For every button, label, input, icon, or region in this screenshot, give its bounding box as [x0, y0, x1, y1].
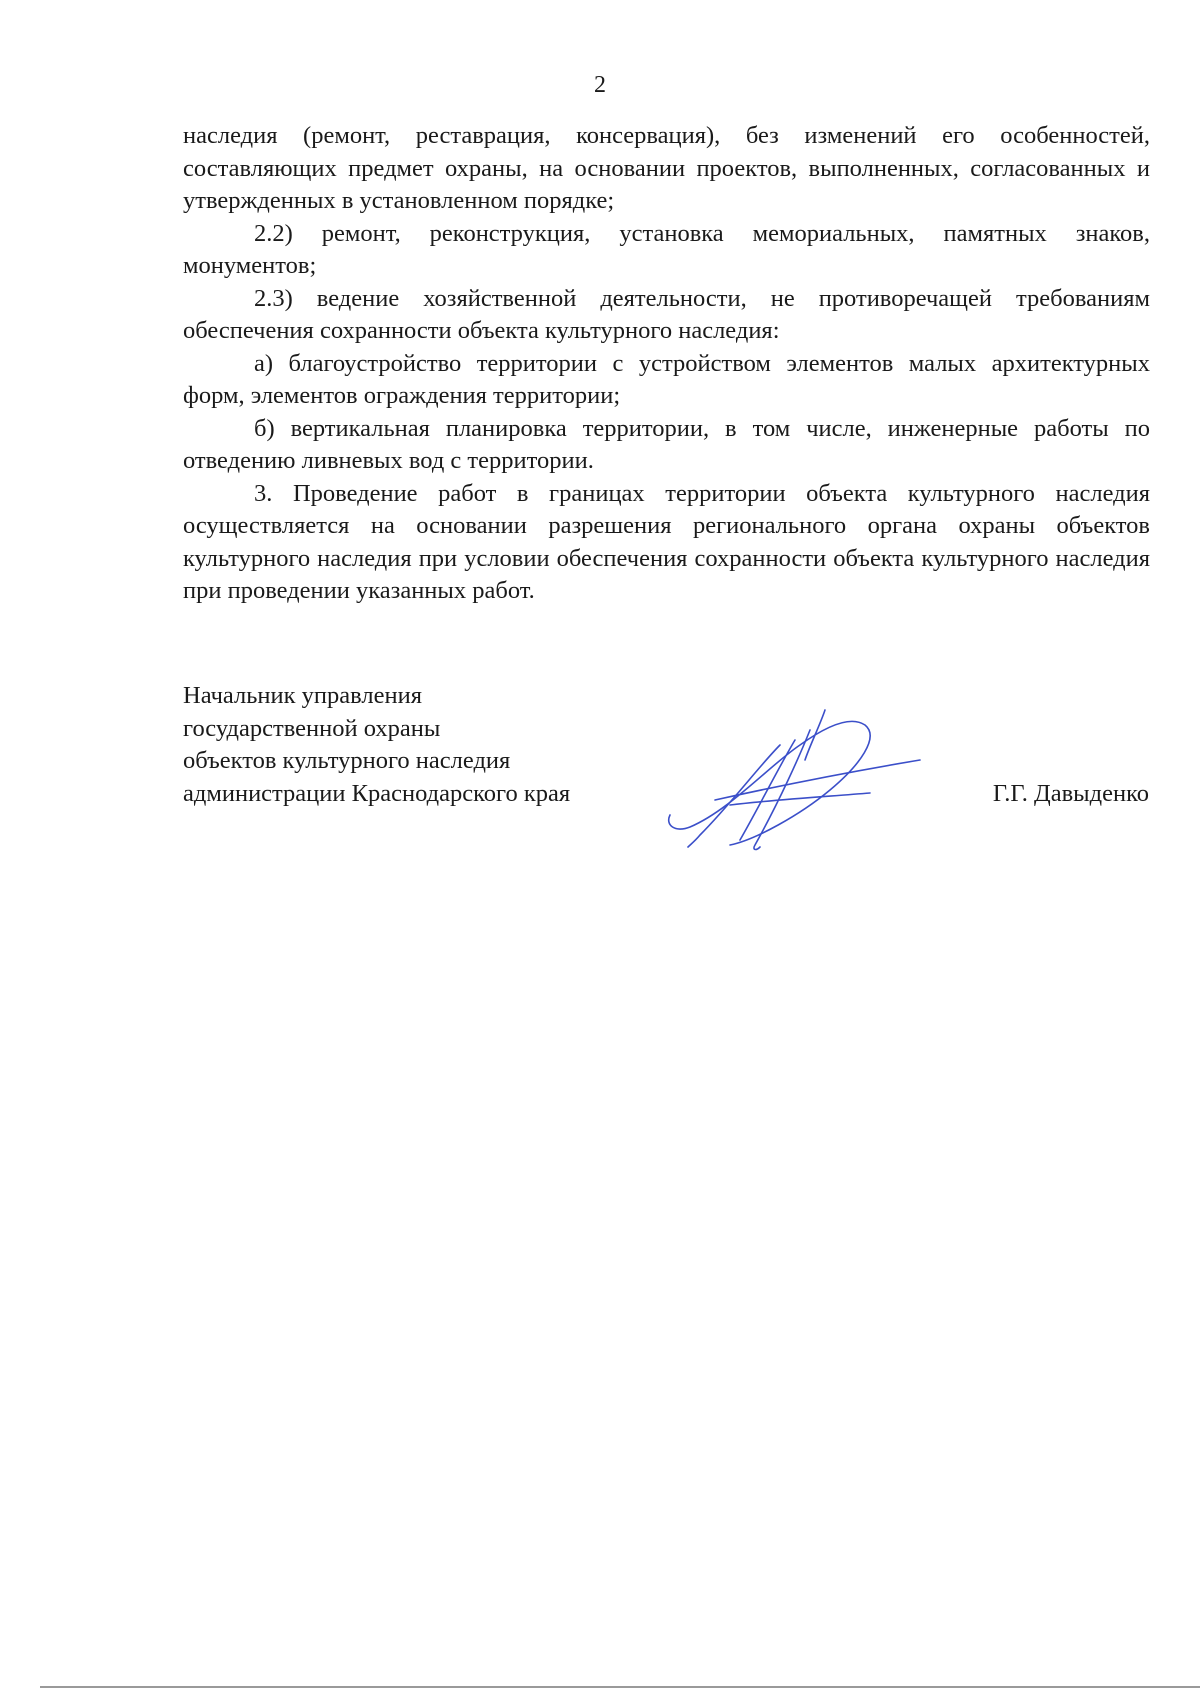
paragraph-item-2-3: 2.3) ведение хозяйственной деятельности, не противоречащей требованиям обеспечения сохранности объекта культурного наследия: — [183, 284, 1150, 344]
document-body — [183, 120, 1150, 608]
paragraph-subitem-b: б) вертикальная планировка территории, в том числе, инженерные работы по отведению ливневых вод с территории. — [183, 414, 1150, 474]
position-line: Начальник управления — [183, 682, 422, 709]
paragraph-continuation: наследия (ремонт, реставрация, консервация), без изменений его особенностей, составляющих предмет охраны, на основании проектов, выполненных, согласованных и утвержденных в установленном порядке; — [183, 122, 1150, 214]
signatory-position — [183, 680, 570, 810]
page-bottom-edge — [40, 1686, 1200, 1688]
handwritten-signature — [660, 705, 930, 855]
page-number: 2 — [594, 72, 606, 98]
position-line: государственной охраны — [183, 714, 441, 742]
position-line: администрации Краснодарского края — [183, 779, 571, 807]
signer-name: Г.Г. Давыденко — [992, 780, 1149, 807]
paragraph-item-2-2: 2.2) ремонт, реконструкция, установка мемориальных, памятных знаков, монументов; — [183, 219, 1150, 279]
paragraph-subitem-a: а) благоустройство территории с устройством элементов малых архитектурных форм, элементов ограждения территории; — [183, 349, 1150, 409]
position-line: объектов культурного наследия — [183, 747, 511, 774]
paragraph-item-3: 3. Проведение работ в границах территории объекта культурного наследия осуществляется на основании разрешения регионального органа охраны объектов культурного наследия при условии обеспечения сохранности объекта культурного наследия при проведении указанных работ. — [183, 479, 1150, 604]
